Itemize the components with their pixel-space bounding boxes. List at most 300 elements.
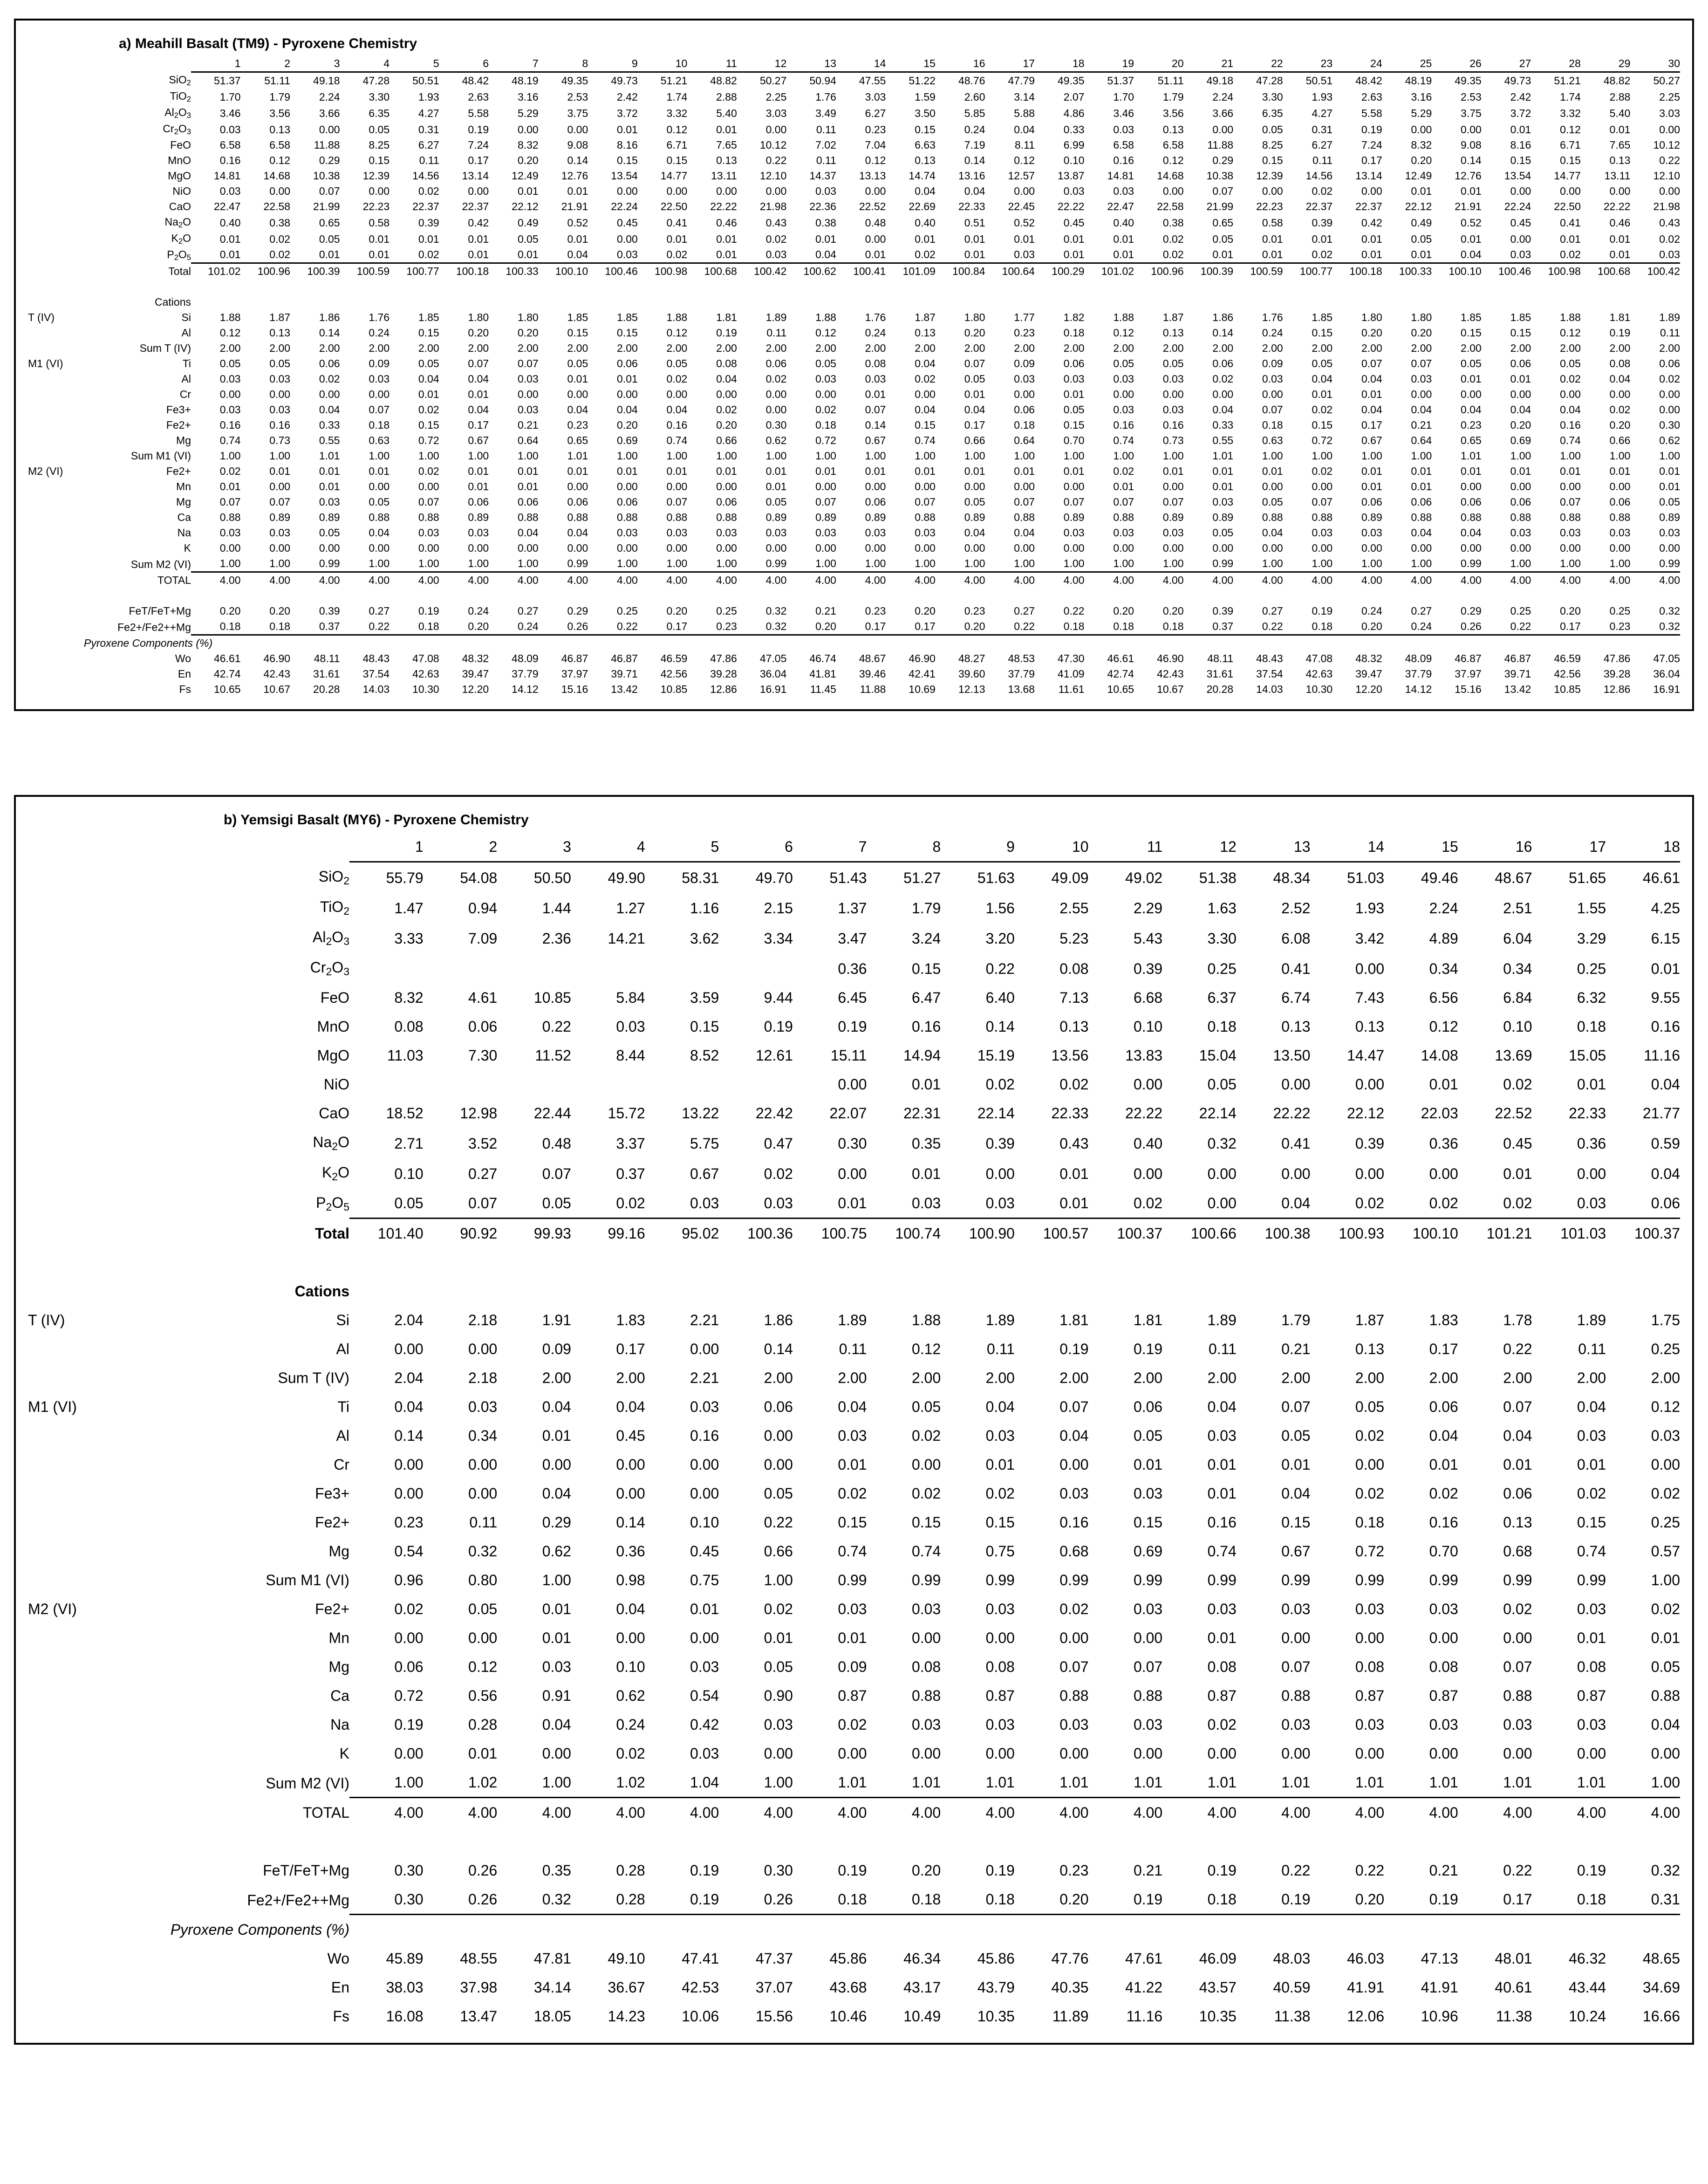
cation-cell: 0.03 xyxy=(418,527,439,539)
oxide-cell xyxy=(497,953,571,983)
component-cell: 13.68 xyxy=(1008,683,1035,695)
component-row xyxy=(28,1973,1680,2002)
cation-cell: 0.45 xyxy=(690,1543,719,1560)
oxide-total-row xyxy=(28,1219,1680,1248)
oxide-cell: 22.22 xyxy=(1125,1104,1163,1122)
column-header: 1 xyxy=(191,56,241,72)
oxide-cell: 50.51 xyxy=(412,74,439,87)
cation-cell: 2.04 xyxy=(394,1369,424,1386)
cation-cell: 0.07 xyxy=(468,357,489,370)
oxide-cell: 13.54 xyxy=(611,169,638,182)
cation-cell: 2.00 xyxy=(269,342,291,354)
cation-cell: 0.04 xyxy=(542,1716,571,1733)
cation-cell: 0.01 xyxy=(1510,465,1531,477)
component-cell: 39.28 xyxy=(1603,668,1631,680)
cation-cell: 0.03 xyxy=(1577,1716,1606,1733)
cation-cell: 1.00 xyxy=(815,557,836,569)
cation-total-cell: 4.00 xyxy=(241,572,291,589)
cation-cell: 0.06 xyxy=(1014,404,1035,416)
oxide-cell: 14.47 xyxy=(1347,1047,1385,1064)
cation-cell: 0.05 xyxy=(567,357,588,370)
component-cell: 49.10 xyxy=(608,1950,645,1967)
oxide-cell: 5.23 xyxy=(1059,930,1089,947)
cation-cell: 0.00 xyxy=(1355,1745,1385,1762)
spacer xyxy=(588,588,638,603)
cation-row xyxy=(28,1681,1680,1710)
ratio-cell: 0.24 xyxy=(1382,619,1432,635)
cation-cell: 0.17 xyxy=(468,419,489,431)
cation-label: K xyxy=(339,1745,349,1762)
oxide-cell: 58.31 xyxy=(682,869,719,886)
oxide-row xyxy=(28,105,1680,121)
oxide-cell: 0.17 xyxy=(1361,154,1382,166)
oxide-cell: 0.02 xyxy=(1355,1195,1385,1212)
oxide-cell: 0.52 xyxy=(1461,216,1482,229)
oxide-label: $Al_2O_3$ xyxy=(313,928,349,947)
total-label: Total xyxy=(168,265,191,277)
cation-cell: 0.16 xyxy=(690,1427,719,1444)
cation-cell: 2.00 xyxy=(616,1369,645,1386)
oxide-cell: 0.20 xyxy=(517,154,539,166)
oxide-cell: 0.00 xyxy=(1281,1075,1311,1093)
cation-cell: 0.07 xyxy=(1063,496,1085,508)
oxide-cell: 0.01 xyxy=(1609,248,1631,260)
oxide-cell: 15.04 xyxy=(1199,1047,1237,1064)
oxide-cell: 6.08 xyxy=(1281,930,1311,947)
spacer xyxy=(645,1915,719,1944)
oxide-cell: 7.09 xyxy=(468,930,498,947)
cation-cell: 1.00 xyxy=(915,557,936,569)
cation-cell: 1.00 xyxy=(1411,450,1432,462)
oxide-cell: 0.32 xyxy=(1207,1135,1237,1152)
oxide-cell: 3.75 xyxy=(567,107,588,119)
oxide-cell: 21.91 xyxy=(561,200,588,212)
oxide-cell: 11.88 xyxy=(314,138,340,151)
cation-label: Si xyxy=(336,1312,349,1328)
spacer xyxy=(539,279,588,294)
oxide-cell: 3.66 xyxy=(319,107,340,119)
cation-cell: 0.03 xyxy=(1510,527,1531,539)
oxide-row xyxy=(28,247,1680,263)
oxide-cell: 0.41 xyxy=(1281,960,1311,977)
oxide-cell: 14.56 xyxy=(412,169,439,182)
cation-cell: 2.00 xyxy=(1113,342,1134,354)
oxide-cell: 2.53 xyxy=(1461,90,1482,103)
ratio-cell: 0.29 xyxy=(1461,605,1482,617)
cation-cell: 1.00 xyxy=(764,1774,793,1791)
total-cell: 101.02 xyxy=(191,263,241,280)
spacer xyxy=(1134,294,1184,310)
oxide-cell: 3.03 xyxy=(865,90,886,103)
oxide-cell: 0.67 xyxy=(690,1165,719,1182)
component-cell: 12.06 xyxy=(1347,2008,1385,2025)
oxide-cell: 0.02 xyxy=(1312,248,1333,260)
cation-cell: 0.01 xyxy=(1429,1456,1458,1473)
cation-cell: 1.00 xyxy=(964,557,985,569)
cation-cell: 1.89 xyxy=(1577,1312,1606,1328)
cation-cell: 0.05 xyxy=(764,1485,793,1502)
column-header: 1 xyxy=(349,832,424,862)
cation-total-cell: 4.00 xyxy=(1085,572,1134,589)
ratio-cell: 0.21 xyxy=(1133,1862,1163,1879)
spacer xyxy=(1283,294,1333,310)
component-cell: 10.30 xyxy=(1305,683,1333,695)
oxide-cell: 0.06 xyxy=(468,1018,498,1035)
cation-cell: 0.03 xyxy=(1361,527,1382,539)
oxide-cell: 49.35 xyxy=(1058,74,1085,87)
cation-cell: 1.00 xyxy=(1063,450,1085,462)
oxide-cell: 0.15 xyxy=(369,154,390,166)
cation-cell: 0.01 xyxy=(1503,1456,1532,1473)
cation-cell: 0.15 xyxy=(567,327,588,339)
spacer xyxy=(1311,1248,1385,1277)
component-cell: 45.86 xyxy=(829,1950,867,1967)
cation-label: Sum T (IV) xyxy=(278,1369,349,1386)
component-cell: 39.46 xyxy=(859,668,886,680)
ratio-cell: 0.17 xyxy=(638,619,688,635)
cation-cell: 0.00 xyxy=(219,388,241,400)
oxide-cell: 3.34 xyxy=(764,930,793,947)
cation-cell: 1.01 xyxy=(1429,1774,1458,1791)
cation-cell: 0.08 xyxy=(985,1658,1015,1675)
cation-cell: 0.98 xyxy=(616,1572,645,1588)
oxide-cell xyxy=(571,1070,645,1099)
component-cell: 43.44 xyxy=(1569,1979,1606,1996)
oxide-cell: 5.40 xyxy=(716,107,737,119)
spacer xyxy=(737,635,787,651)
oxide-cell: 0.24 xyxy=(964,123,985,136)
cation-cell: 0.09 xyxy=(1262,357,1283,370)
cation-cell: 2.00 xyxy=(1063,342,1085,354)
cation-cell: 0.74 xyxy=(915,434,936,446)
spacer xyxy=(489,588,539,603)
component-cell: 48.27 xyxy=(958,652,985,664)
oxide-cell: 0.04 xyxy=(1281,1195,1311,1212)
spacer xyxy=(1482,635,1531,651)
cation-cell: 0.00 xyxy=(1429,1629,1458,1646)
cation-cell: 0.00 xyxy=(716,388,737,400)
cation-cell: 0.01 xyxy=(1133,1456,1163,1473)
ratio-cell: 0.19 xyxy=(1207,1862,1237,1879)
cation-cell: 1.01 xyxy=(1281,1774,1311,1791)
cation-cell: 1.00 xyxy=(765,450,787,462)
cation-cell: 1.89 xyxy=(1659,311,1680,323)
spacer xyxy=(163,1248,349,1277)
column-header: 14 xyxy=(836,56,886,72)
spacer xyxy=(941,1827,1015,1856)
cation-cell: 0.74 xyxy=(219,434,241,446)
component-cell: 43.68 xyxy=(829,1979,867,1996)
cation-cell: 2.00 xyxy=(418,342,439,354)
oxide-cell: 0.12 xyxy=(1162,154,1184,166)
oxide-cell: 0.00 xyxy=(765,185,787,197)
cation-cell: 0.75 xyxy=(985,1543,1015,1560)
row-group-label xyxy=(28,892,163,923)
cation-total-cell: 4.00 xyxy=(1482,572,1531,589)
spacer xyxy=(638,588,688,603)
oxide-cell: 48.19 xyxy=(1405,74,1432,87)
oxide-cell: 1.74 xyxy=(666,90,688,103)
ratio-cell: 0.18 xyxy=(793,1885,867,1915)
oxide-cell: 15.05 xyxy=(1569,1047,1606,1064)
cation-cell: 0.02 xyxy=(1113,465,1134,477)
cation-total-cell: 4.00 xyxy=(424,1798,498,1828)
spacer xyxy=(786,294,836,310)
oxide-cell: 2.24 xyxy=(1429,899,1458,917)
oxide-cell: 48.67 xyxy=(1495,869,1532,886)
component-cell: 42.63 xyxy=(1305,668,1333,680)
oxide-cell: 22.37 xyxy=(462,200,489,212)
ratio-cell: 0.19 xyxy=(1089,1885,1163,1915)
cation-cell: 1.01 xyxy=(1207,1774,1237,1791)
cation-cell: 2.00 xyxy=(517,342,539,354)
oxide-cell: 0.00 xyxy=(1510,233,1531,245)
oxide-cell: 0.37 xyxy=(616,1165,645,1182)
spacer xyxy=(497,1915,571,1944)
cation-cell: 0.05 xyxy=(219,357,241,370)
cation-row xyxy=(28,418,1680,433)
oxide-cell: 13.50 xyxy=(1273,1047,1311,1064)
column-header: 14 xyxy=(1311,832,1385,862)
spacer xyxy=(1630,279,1680,294)
oxide-cell: 0.00 xyxy=(1461,123,1482,136)
spacer xyxy=(1532,1827,1606,1856)
oxide-cell: 0.00 xyxy=(1355,1165,1385,1182)
oxide-cell: 1.16 xyxy=(690,899,719,917)
cation-cell: 1.00 xyxy=(1162,557,1184,569)
cation-cell: 0.02 xyxy=(838,1716,867,1733)
component-cell: 39.47 xyxy=(1355,668,1382,680)
spacer xyxy=(1531,635,1581,651)
cation-cell: 1.01 xyxy=(1355,1774,1385,1791)
oxide-cell: 0.01 xyxy=(617,123,638,136)
oxide-cell: 0.19 xyxy=(764,1018,793,1035)
oxide-cell: 0.00 xyxy=(1560,185,1581,197)
cation-cell: 1.00 xyxy=(1113,450,1134,462)
oxide-cell: 0.02 xyxy=(1429,1195,1458,1212)
cation-cell: 0.06 xyxy=(1609,496,1631,508)
oxide-cell: 22.45 xyxy=(1008,200,1035,212)
cation-cell: 0.16 xyxy=(1162,419,1184,431)
cation-cell: 0.04 xyxy=(1361,373,1382,385)
cation-cell: 0.34 xyxy=(468,1427,498,1444)
cation-cell: 0.72 xyxy=(1355,1543,1385,1560)
cation-cell: 0.03 xyxy=(1355,1716,1385,1733)
cation-site-label: M1 (VI) xyxy=(28,357,63,370)
cation-cell: 0.13 xyxy=(1162,327,1184,339)
cation-cell: 1.01 xyxy=(911,1774,941,1791)
oxide-cell: 2.88 xyxy=(1609,90,1631,103)
cation-cell: 0.01 xyxy=(567,465,588,477)
oxide-cell: 0.05 xyxy=(542,1195,571,1212)
cation-cell: 0.01 xyxy=(1411,465,1432,477)
oxide-cell: 3.03 xyxy=(1659,107,1680,119)
ratio-cell: 0.35 xyxy=(542,1862,571,1879)
cation-cell: 0.00 xyxy=(616,1456,645,1473)
spacer xyxy=(793,1827,867,1856)
cation-cell: 0.01 xyxy=(666,465,688,477)
row-group-label xyxy=(28,1158,163,1188)
ratio-cell: 0.23 xyxy=(865,605,886,617)
oxide-cell: 0.01 xyxy=(1063,248,1085,260)
spacer xyxy=(1458,1827,1532,1856)
cation-cell: 0.03 xyxy=(985,1427,1015,1444)
cation-row xyxy=(28,356,1680,371)
ratio-cell: 0.30 xyxy=(349,1885,424,1915)
oxide-cell: 0.02 xyxy=(765,233,787,245)
spacer xyxy=(389,279,439,294)
oxide-cell: 0.00 xyxy=(765,123,787,136)
cation-cell: 0.00 xyxy=(690,1629,719,1646)
oxide-cell: 3.20 xyxy=(985,930,1015,947)
spacer xyxy=(28,588,84,603)
oxide-row xyxy=(28,121,1680,137)
ratio-cell: 0.32 xyxy=(1659,605,1680,617)
cation-cell: 0.03 xyxy=(517,404,539,416)
oxide-cell: 3.37 xyxy=(616,1135,645,1152)
oxide-cell: 12.98 xyxy=(460,1104,498,1122)
cation-cell: 2.00 xyxy=(985,1369,1015,1386)
ratio-row xyxy=(28,1885,1680,1915)
ratio-cell: 0.25 xyxy=(617,605,638,617)
component-cell: 39.71 xyxy=(1504,668,1531,680)
cation-cell: 0.16 xyxy=(1429,1514,1458,1531)
oxide-cell: 1.70 xyxy=(219,90,241,103)
ratio-cell: 0.22 xyxy=(1482,619,1531,635)
spacer xyxy=(1233,294,1283,310)
spacer xyxy=(571,1248,645,1277)
oxide-cell: 0.00 xyxy=(1014,185,1035,197)
oxide-cell: 0.01 xyxy=(865,248,886,260)
cation-total-cell: 4.00 xyxy=(191,572,241,589)
spacer xyxy=(1283,588,1333,603)
cation-cell: 0.63 xyxy=(1262,434,1283,446)
oxide-cell: 1.76 xyxy=(815,90,836,103)
cation-cell: 0.88 xyxy=(1312,511,1333,523)
cation-cell: 1.88 xyxy=(666,311,688,323)
oxide-cell: 0.13 xyxy=(915,154,936,166)
cation-cell: 2.18 xyxy=(468,1369,498,1386)
cation-cell: 0.18 xyxy=(1014,419,1035,431)
component-cell: 46.59 xyxy=(1554,652,1581,664)
cation-cell: 2.00 xyxy=(1361,342,1382,354)
ratio-cell: 0.20 xyxy=(1162,605,1184,617)
oxide-cell: 51.11 xyxy=(264,74,291,87)
oxide-cell: 3.49 xyxy=(815,107,836,119)
cation-cell: 0.04 xyxy=(617,404,638,416)
cation-total-cell: 4.00 xyxy=(349,1798,424,1828)
cation-cell: 0.64 xyxy=(517,434,539,446)
cation-cell: 2.00 xyxy=(1577,1369,1606,1386)
spacer xyxy=(1332,294,1382,310)
row-group-label xyxy=(28,199,84,214)
oxide-cell: 6.04 xyxy=(1503,930,1532,947)
cation-cell: 0.07 xyxy=(1411,357,1432,370)
cation-cell: 0.06 xyxy=(1659,357,1680,370)
oxide-cell: 0.14 xyxy=(964,154,985,166)
cation-cell: 0.00 xyxy=(269,388,291,400)
column-header: 4 xyxy=(571,832,645,862)
oxide-cell xyxy=(645,953,719,983)
cation-cell: 2.00 xyxy=(838,1369,867,1386)
oxide-cell: 0.02 xyxy=(616,1195,645,1212)
component-cell: 10.65 xyxy=(1107,683,1134,695)
cation-cell: 0.01 xyxy=(838,1456,867,1473)
cation-cell: 0.04 xyxy=(1461,404,1482,416)
cation-cell: 0.03 xyxy=(1133,1716,1163,1733)
total-cell: 100.46 xyxy=(588,263,638,280)
ratio-cell: 0.23 xyxy=(1581,619,1631,635)
column-header: 15 xyxy=(1384,832,1458,862)
cation-total-row xyxy=(28,572,1680,589)
cation-cell: 0.00 xyxy=(468,1341,498,1357)
oxide-cell: 0.01 xyxy=(567,233,588,245)
component-cell: 48.09 xyxy=(512,652,539,664)
cation-cell: 0.01 xyxy=(567,373,588,385)
cation-cell: 0.03 xyxy=(1063,373,1085,385)
ratio-label: Fe2+/Fe2++Mg xyxy=(247,1891,349,1909)
cation-row xyxy=(28,448,1680,464)
cation-cell: 0.03 xyxy=(1133,1601,1163,1617)
cation-cell: 1.86 xyxy=(319,311,340,323)
column-header: 7 xyxy=(489,56,539,72)
spacer xyxy=(1432,635,1482,651)
cation-cell: 0.02 xyxy=(815,404,836,416)
total-cell: 100.75 xyxy=(793,1219,867,1248)
oxide-cell: 0.36 xyxy=(838,960,867,977)
oxide-cell: 2.42 xyxy=(1510,90,1531,103)
component-cell: 47.13 xyxy=(1421,1950,1458,1967)
cation-cell: 0.03 xyxy=(219,404,241,416)
cation-total-cell: 4.00 xyxy=(340,572,390,589)
component-cell: 10.35 xyxy=(977,2008,1015,2025)
oxide-cell: 6.58 xyxy=(1162,138,1184,151)
cation-cell: 0.03 xyxy=(1429,1601,1458,1617)
cation-cell: 0.07 xyxy=(1133,1658,1163,1675)
oxide-cell: 0.02 xyxy=(1560,248,1581,260)
cation-cell: 0.02 xyxy=(1312,465,1333,477)
total-cell: 100.38 xyxy=(1237,1219,1311,1248)
cation-cell: 0.01 xyxy=(1361,480,1382,493)
cation-cell: 0.88 xyxy=(1609,511,1631,523)
row-group-label xyxy=(28,1973,163,2002)
spacer xyxy=(1233,635,1283,651)
cation-cell: 1.00 xyxy=(468,450,489,462)
cations-section-header-row xyxy=(28,1277,1680,1306)
cation-cell: 0.17 xyxy=(616,1341,645,1357)
spacer xyxy=(1162,1827,1237,1856)
cation-cell: 0.99 xyxy=(1577,1572,1606,1588)
ratio-cell: 0.20 xyxy=(439,619,489,635)
cation-total-cell: 4.00 xyxy=(1015,1798,1089,1828)
column-header: 6 xyxy=(719,832,793,862)
cation-cell: 1.00 xyxy=(369,557,390,569)
oxide-cell: 2.25 xyxy=(765,90,787,103)
oxide-label: TiO$_2$ xyxy=(170,89,191,104)
oxide-cell: 22.37 xyxy=(1305,200,1333,212)
row-group-label xyxy=(28,1188,163,1219)
ratio-cell: 0.19 xyxy=(985,1862,1015,1879)
cation-cell: 0.00 xyxy=(865,480,886,493)
cation-cell: 1.01 xyxy=(838,1774,867,1791)
oxide-cell: 0.01 xyxy=(1510,123,1531,136)
cation-cell: 0.08 xyxy=(911,1658,941,1675)
cation-cell: 2.00 xyxy=(1207,1369,1237,1386)
oxide-cell: 0.10 xyxy=(1503,1018,1532,1035)
cation-cell: 0.15 xyxy=(617,327,638,339)
spacer xyxy=(1162,1248,1237,1277)
oxide-cell: 3.14 xyxy=(1014,90,1035,103)
